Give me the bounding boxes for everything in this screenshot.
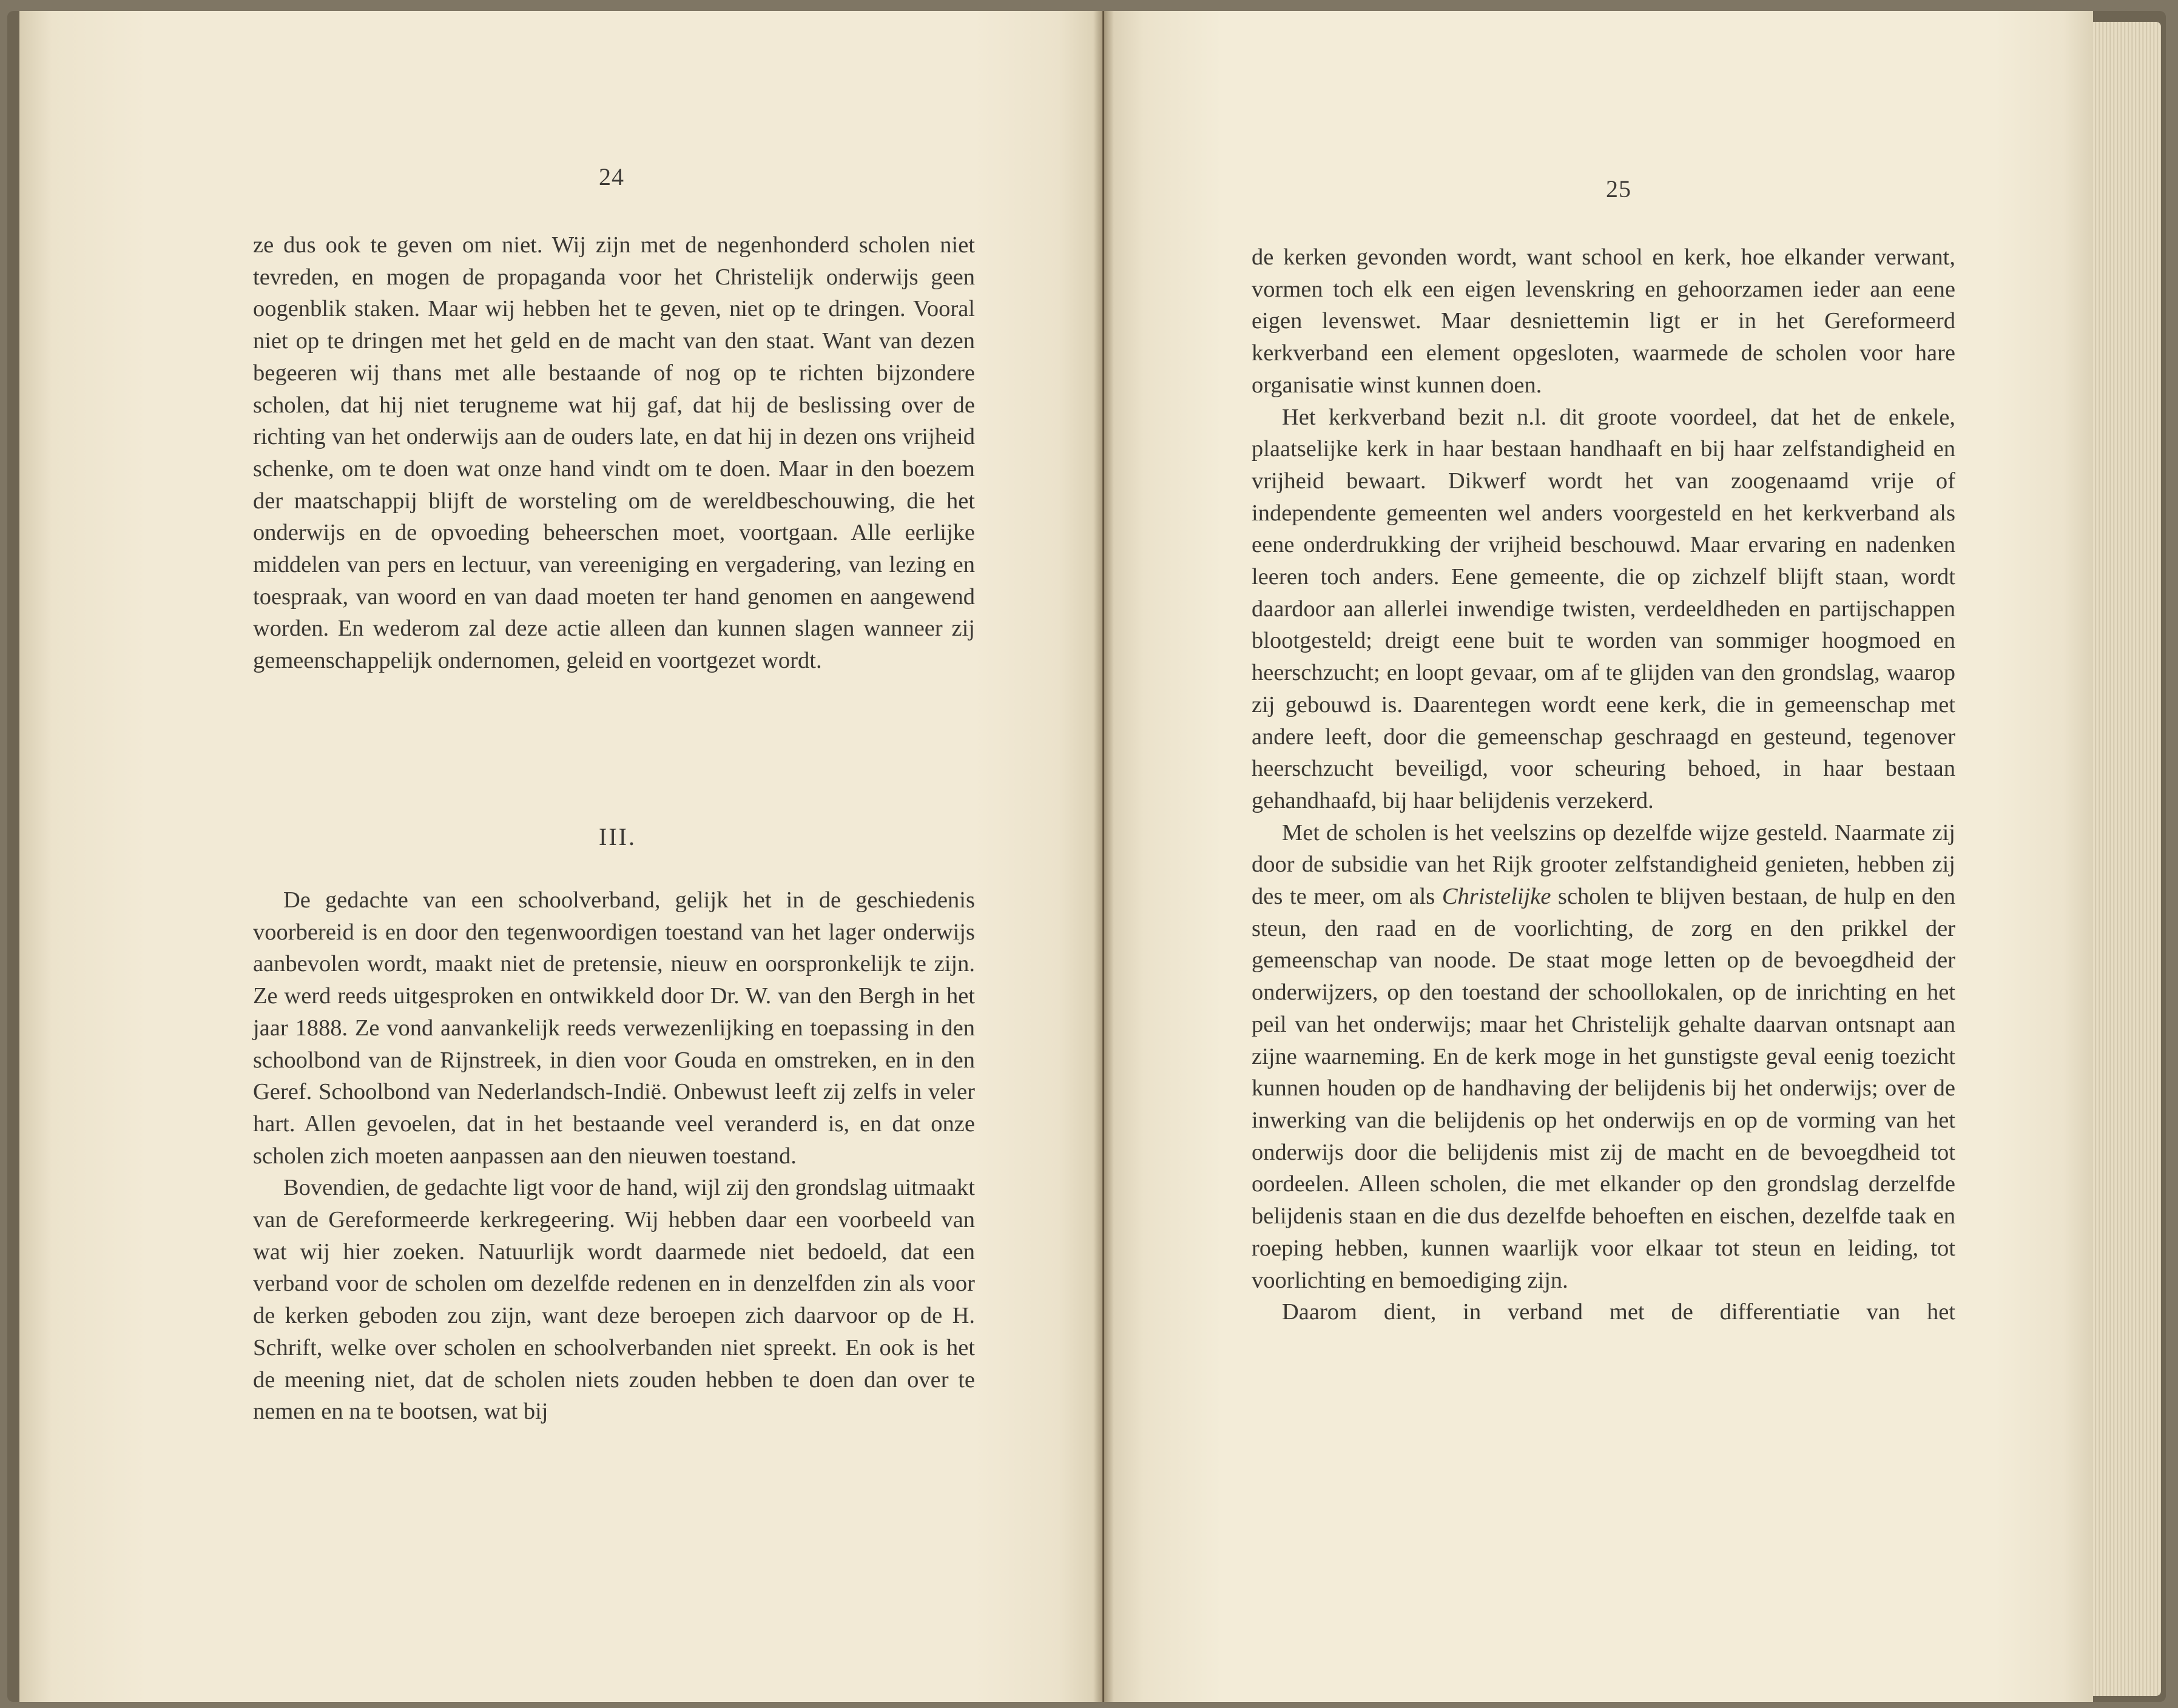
paragraph: Bovendien, de gedachte ligt voor de hand, wijl zij den grondslag uitmaakt van de Gereformeerde kerkregeering. Wij hebben daar een voorbeeld van wat wij hier zoeken. Natuurlijk wordt daarmede niet bedoeld, dat een verband voor de scholen om dezelfde redenen en in denzelfden zin als voor de kerken geboden zou zijn, want deze beroepen zich daarvoor op de H. Schrift, welke over scholen en schoolverbanden niet spreekt. En ook is het de meening niet, dat de scholen niets zouden hebben te doen dan over te nemen en na te bootsen, wat bij [253, 1175, 975, 1425]
left-page [19, 11, 1102, 1702]
paragraph: ze dus ook te geven om niet. Wij zijn met de negenhonderd scholen niet tevreden, en mogen de propaganda voor het Christelijk onderwijs geen oogenblik staken. Maar wij hebben het te geven, niet op te dringen. Vooral niet op te dringen met het geld en de macht van den staat. Want van dezen begeeren wij thans met alle bestaande of nog op te richten bijzondere scholen, dat hij niet terugneme wat hij gaf, dat hij de beslissing over de richting van het onderwijs aan de ouders late, en dat hij in dezen ons vrijheid schenke, om te doen wat onze hand vindt om te doen. Maar in den boezem der maatschappij blijft de worsteling om de wereldbeschouwing, die het onderwijs en de opvoeding beheerschen moet, voortgaan. Alle eerlijke middelen van pers en lectuur, van vereeniging en vergadering, van lezing en toespraak, van woord en van daad moeten ter hand genomen en aangewend worden. En wederom zal deze actie alleen dan kunnen slagen wanneer zij gemeenschappelijk ondernomen, geleid en voortgezet wordt. [253, 232, 975, 674]
book-spread [7, 11, 2166, 1702]
paragraph: Daarom dient, in verband met de differentiatie van het [1282, 1299, 1955, 1325]
page-number: 24 [599, 163, 624, 190]
book-gutter [1093, 11, 1114, 1702]
text-run: scholen te blijven bestaan, de hulp en den steun, den raad en de voorlichting, de zorg en den prikkel der gemeenschap van noode. De staat moge letten op de bevoegdheid der onderwijzers, op den toestand der schoollokalen, op de inrichting en het peil van het onderwijs; maar het Christelijk gehalte daarvan ontsnapt aan zijne waarneming. En de kerk moge in het gunstigste geval eenig toezicht kunnen houden op de handhaving der belijdenis bij het onderwijs; over de inwerking van die belijdenis op het onderwijs en op de vorming van het onderwijs door die belijdenis mist zij de macht en de bevoegdheid tot oordeelen. Alleen scholen, die met elkander op den grondslag derzelfde belijdenis staan en die dus dezelfde behoeften en eischen, dezelfde taak en roeping hebben, kunnen waarlijk voor elkaar tot steun en leiding, tot voorlichting en bemoediging zijn. [1252, 884, 1955, 1293]
italic-text: Christelijke [1441, 884, 1551, 910]
page-number: 25 [1606, 175, 1631, 203]
page-edges [2093, 22, 2161, 1696]
text-run: Met de scholen is het veelszins op dezelfde wijze gesteld. Naarmate zij door de subsidie van het Rijk grooter zelfstandigheid genieten, hebben zij des te meer, om als [1252, 819, 1955, 910]
body-text [1252, 241, 1955, 1328]
paragraph: de kerken gevonden wordt, want school en kerk, hoe elkander verwant, vormen toch elk een eigen levenskring en gehoorzamen ieder aan eene eigen levenswet. Maar desniettemin ligt er in het Gereformeerd kerkverband een element opgesloten, waarmede de scholen voor hare organisatie winst kunnen doen. [1252, 244, 1955, 398]
right-page [1104, 11, 2093, 1702]
paragraph [1252, 817, 1955, 1297]
section-heading: III. [599, 823, 636, 850]
paragraph: De gedachte van een schoolverband, gelijk het in de geschiedenis voorbereid is en door den tegenwoordigen toestand van het lager onderwijs aanbevolen wordt, maakt niet de pretensie, nieuw en oorspronkelijk te zijn. Ze werd reeds uitgesproken en ontwikkeld door Dr. W. van den Bergh in het jaar 1888. Ze vond aanvankelijk reeds verwezenlijking en toepassing in den schoolbond van de Rijnstreek, in dien voor Gouda en omstreken, en in den Geref. Schoolbond van Nederlandsch-Indië. Onbewust leeft zij zelfs in veler hart. Allen gevoelen, dat in het bestaande veel veranderd is, en dat onze scholen zich moeten aanpassen aan den nieuwen toestand. [253, 887, 975, 1169]
paragraph: Het kerkverband bezit n.l. dit groote voordeel, dat het de enkele, plaatselijke kerk in haar bestaan handhaaft en bij haar zelfstandigheid en vrijheid bewaart. Dikwerf wordt het van zoogenaamd vrije of independente gemeenten wel anders voorgesteld en het kerkverband als eene onderdrukking der vrijheid beschouwd. Maar ervaring en nadenken leeren toch anders. Eene gemeente, die op zichzelf blijft staan, wordt daardoor aan allerlei inwendige twisten, verdeeldheden en partijschappen blootgesteld; dreigt eene buit te worden van sommiger hoogmoed en heerschzucht; en loopt gevaar, om af te glijden van den grondslag, waarop zij gebouwd is. Daarentegen wordt eene kerk, die in gemeenschap met andere leeft, door die gemeenschap geschraagd en gesteund, tegenover heerschzucht beveiligd, voor scheuring behoed, in haar bestaan gehandhaafd, bij haar belijdenis verzekerd. [1252, 404, 1955, 813]
body-text [253, 229, 975, 677]
body-text [253, 884, 975, 1428]
